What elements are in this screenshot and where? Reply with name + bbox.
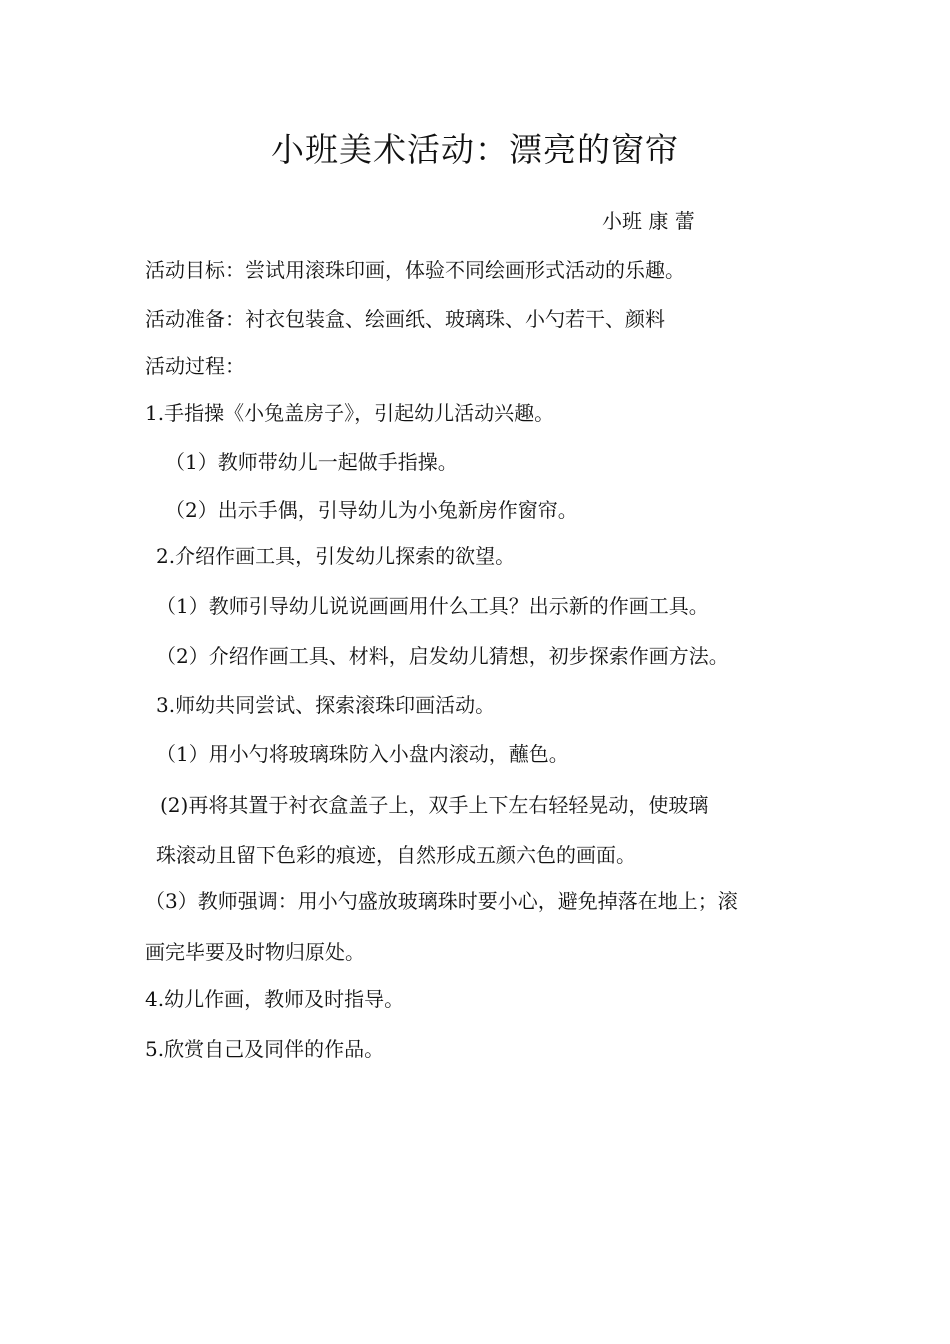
step-1: 1.手指操《小兔盖房子》，引起幼儿活动兴趣。 (145, 401, 555, 425)
paragraph-process-heading: 活动过程： (145, 354, 245, 378)
step-3-sub-2: (2)再将其置于衬衣盒盖子上，双手上下左右轻轻晃动，使玻璃 (160, 793, 709, 817)
step-3-sub-1: （1）用小勺将玻璃珠防入小盘内滚动，蘸色。 (156, 742, 569, 766)
step-2: 2.介绍作画工具，引发幼儿探索的欲望。 (156, 544, 516, 568)
step-5: 5.欣赏自己及同伴的作品。 (145, 1037, 385, 1061)
step-4: 4.幼儿作画，教师及时指导。 (145, 987, 405, 1011)
step-3-sub-2-continued: 珠滚动且留下色彩的痕迹，自然形成五颜六色的画面。 (156, 843, 636, 867)
step-3-sub-3: （3）教师强调：用小勺盛放玻璃珠时要小心，避免掉落在地上；滚 (145, 889, 738, 913)
step-3-sub-3-continued: 画完毕要及时物归原处。 (145, 940, 365, 964)
step-3: 3.师幼共同尝试、探索滚珠印画活动。 (156, 693, 496, 717)
paragraph-goal: 活动目标：尝试用滚珠印画，体验不同绘画形式活动的乐趣。 (145, 258, 685, 282)
document-title: 小班美术活动：漂亮的窗帘 (271, 130, 679, 169)
step-1-sub-1: （1）教师带幼儿一起做手指操。 (165, 450, 458, 474)
step-2-sub-2: （2）介绍作画工具、材料，启发幼儿猜想，初步探索作画方法。 (156, 644, 729, 668)
step-2-sub-1: （1）教师引导幼儿说说画画用什么工具？出示新的作画工具。 (156, 594, 709, 618)
paragraph-preparation: 活动准备：衬衣包装盒、绘画纸、玻璃珠、小勺若干、颜料 (145, 307, 665, 331)
author-line: 小班 康 蕾 (602, 209, 695, 233)
step-1-sub-2: （2）出示手偶，引导幼儿为小兔新房作窗帘。 (165, 498, 578, 522)
